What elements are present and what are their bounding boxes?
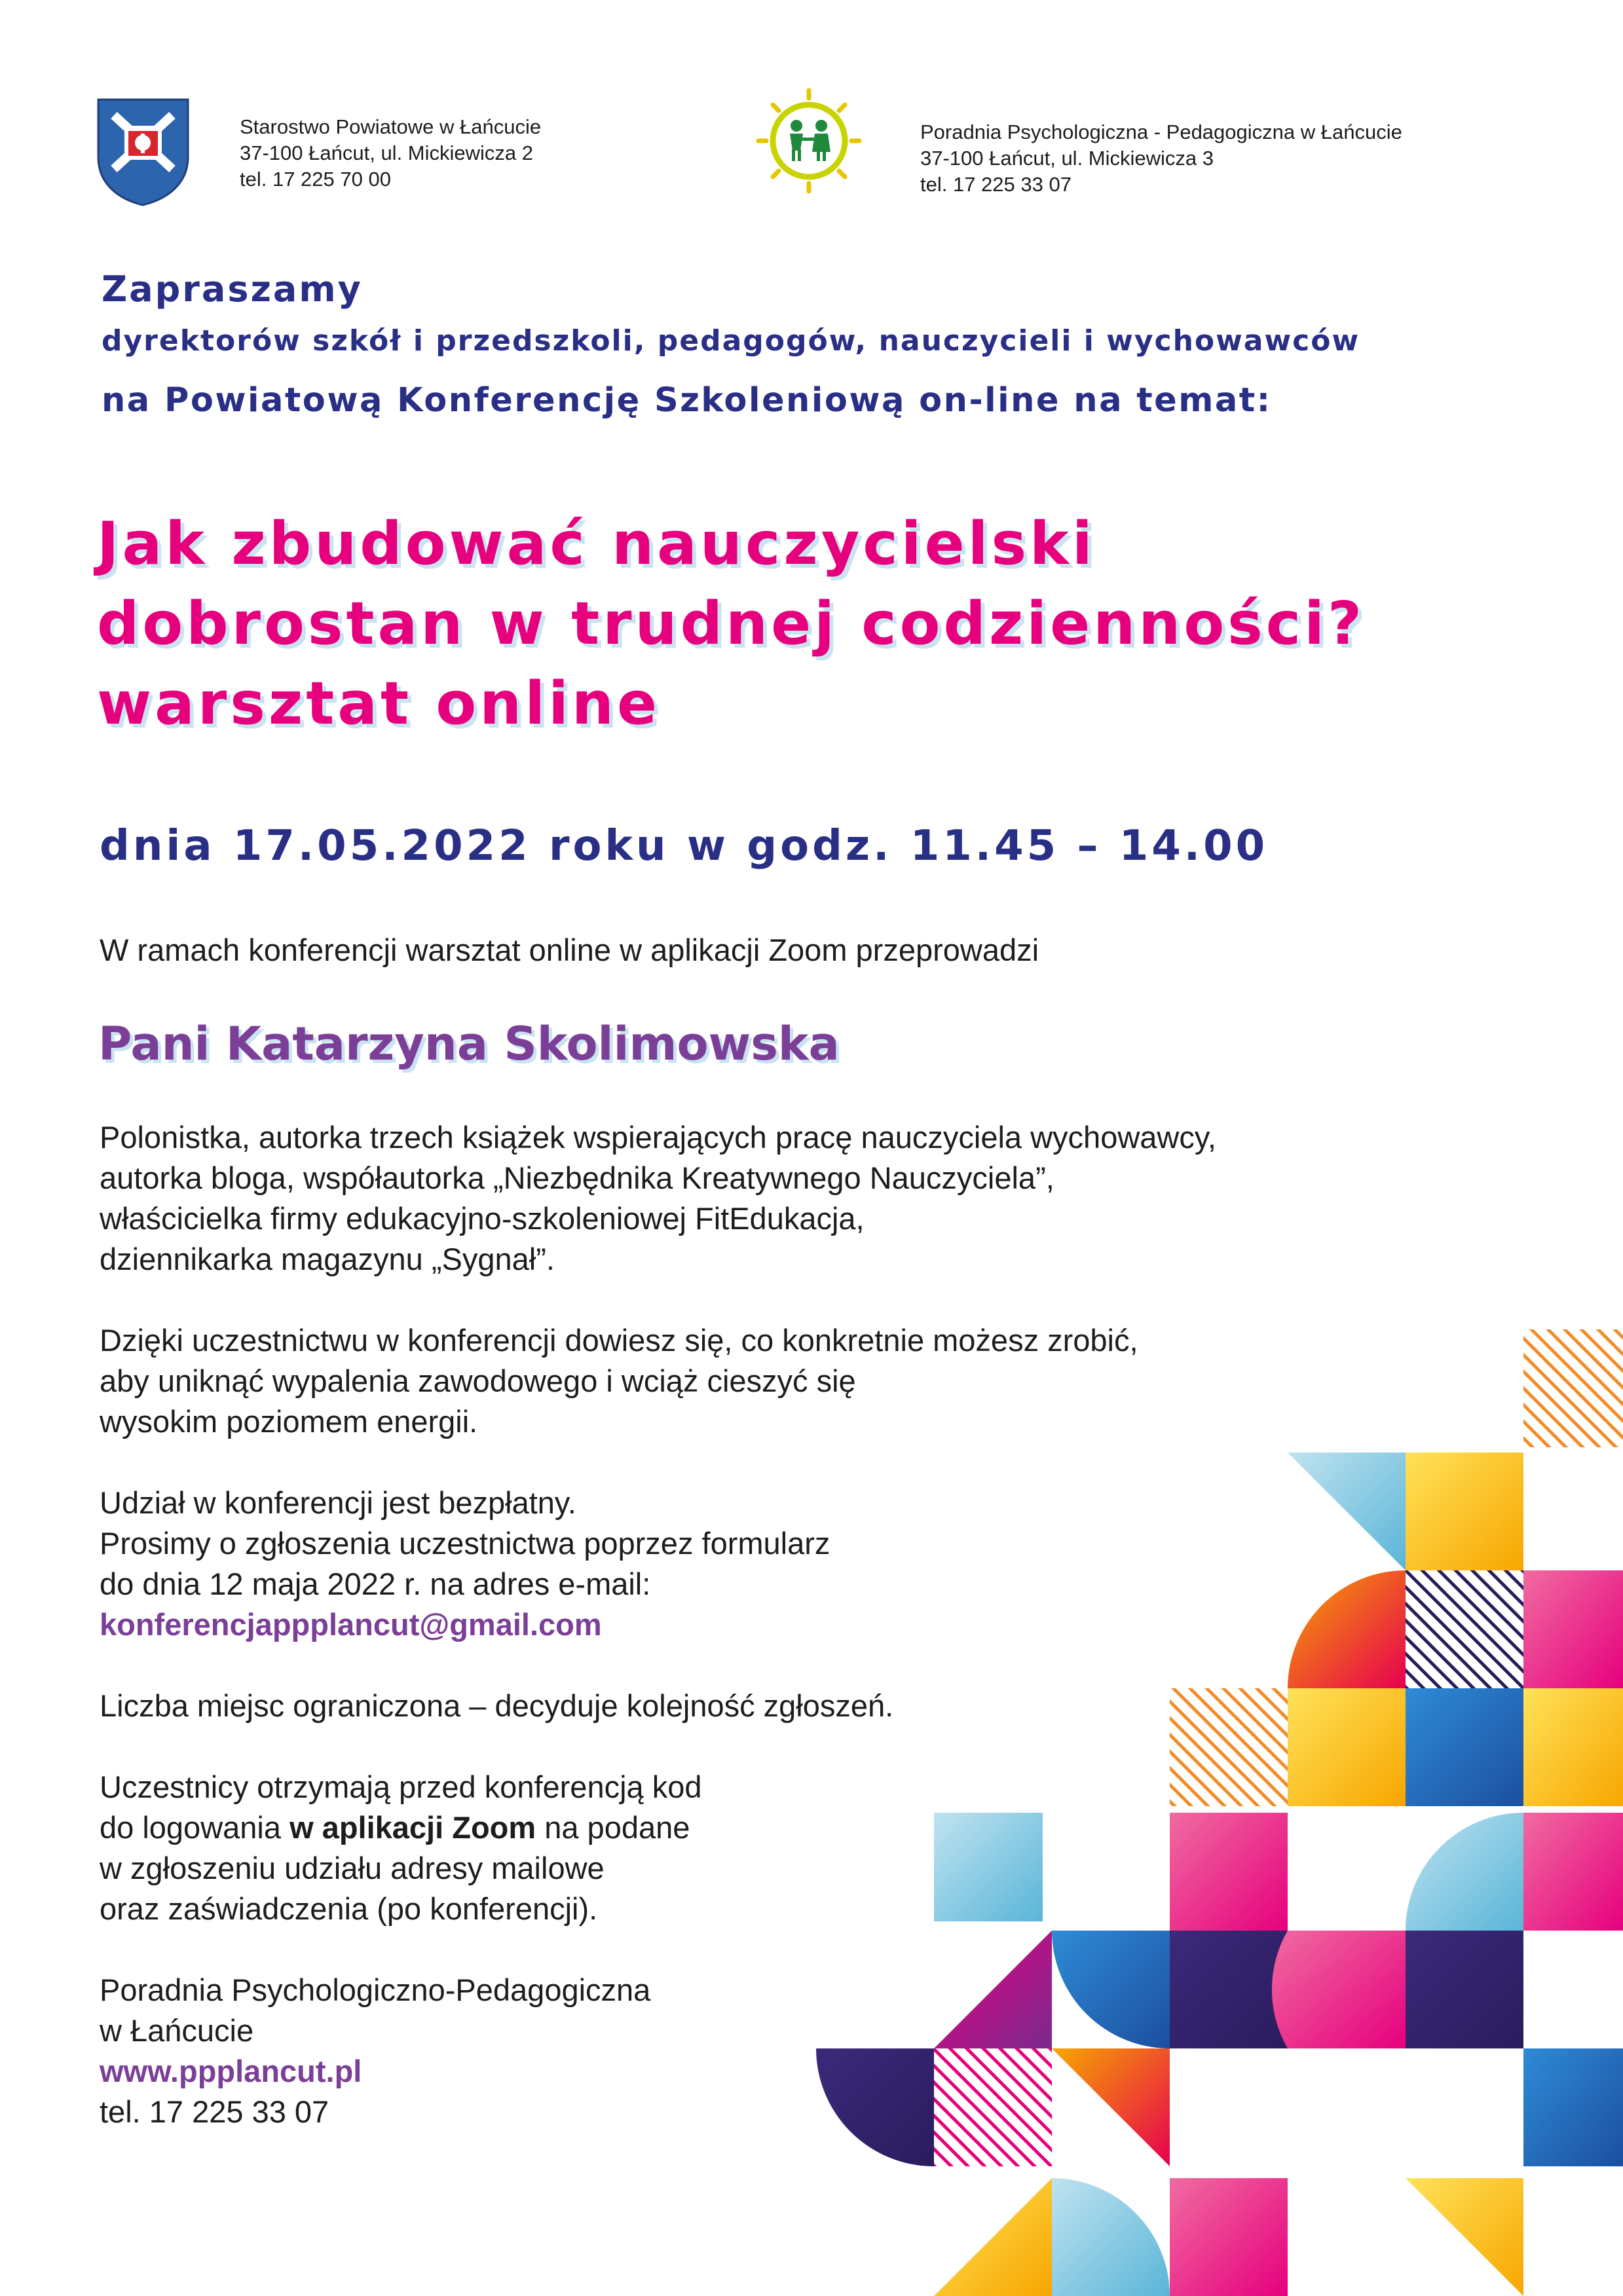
- bio-line: dziennikarka magazynu „Sygnał”.: [100, 1242, 555, 1276]
- zoom-app-emphasis: w aplikacji Zoom: [289, 1810, 536, 1845]
- zoom-line-4: oraz zaświadczenia (po konferencji).: [100, 1891, 598, 1926]
- invitation-line-1: Zapraszamy: [102, 268, 363, 310]
- county-office-info: [240, 114, 541, 193]
- zoom-line-3: w zgłoszeniu udziału adresy mailowe: [100, 1851, 605, 1885]
- title-line-1: Jak zbudować nauczycielski: [97, 509, 1096, 578]
- clinic-phone: tel. 17 225 33 07: [920, 173, 1072, 196]
- invitation-line-2: dyrektorów szkół i przedszkoli, pedagogów, nauczycieli i wychowawców: [102, 324, 1360, 358]
- registration-free: Udział w konferencji jest bezpłatny.: [100, 1485, 576, 1520]
- speaker-name: Pani Katarzyna Skolimowska: [98, 1017, 840, 1071]
- benefit-line: aby uniknąć wypalenia zawodowego i wciąż cieszyć się: [100, 1363, 856, 1398]
- bio-line: właścicielka firmy edukacyjno-szkoleniowej FitEdukacja,: [100, 1201, 865, 1236]
- bio-line: Polonistka, autorka trzech książek wspierających pracę nauczyciela wychowawcy,: [100, 1120, 1216, 1155]
- event-date: dnia 17.05.2022 roku w godz. 11.45 – 14.00: [100, 822, 1269, 870]
- clinic-address: 37-100 Łańcut, ul. Mickiewicza 3: [920, 147, 1214, 170]
- footer-org-line-1: Poradnia Psychologiczno-Pedagogiczna: [100, 1972, 651, 2007]
- title-line-2: dobrostan w trudnej codzienności?: [97, 589, 1366, 658]
- registration-deadline: do dnia 12 maja 2022 r. na adres e-mail:: [100, 1566, 651, 1601]
- clinic-logo-icon: [753, 85, 865, 196]
- footer-org-line-2: w Łańcucie: [100, 2013, 254, 2048]
- county-coat-of-arms-icon: [96, 97, 191, 207]
- registration-form: Prosimy o zgłoszenia uczestnictwa poprzez formularz: [100, 1526, 830, 1561]
- clinic-name: Poradnia Psychologiczna - Pedagogiczna w Łańcucie: [920, 120, 1402, 143]
- invitation-line-3: na Powiatową Konferencję Szkoleniową on-line na temat:: [102, 381, 1272, 420]
- zoom-line-1: Uczestnicy otrzymają przed konferencją kod: [100, 1769, 702, 1804]
- zoom-line-2: do logowania w aplikacji Zoom na podane: [100, 1810, 690, 1845]
- footer-phone: tel. 17 225 33 07: [100, 2094, 329, 2129]
- limited-line: Liczba miejsc ograniczona – decyduje kolejność zgłoszeń.: [100, 1688, 894, 1723]
- benefit-line: Dzięki uczestnictwu w konferencji dowiesz się, co konkretnie możesz zrobić,: [100, 1323, 1138, 1358]
- county-office-phone: tel. 17 225 70 00: [240, 168, 391, 191]
- speaker-bio: [100, 1117, 1216, 1280]
- bio-line: autorka bloga, współautorka „Niezbędnika Kreatywnego Nauczyciela”,: [100, 1160, 1054, 1195]
- clinic-info: [920, 119, 1402, 198]
- workshop-title: [97, 504, 1365, 744]
- intro-text: [100, 930, 1039, 971]
- website-link[interactable]: www.ppplancut.pl: [100, 2054, 362, 2088]
- decorative-geometric-pattern: [812, 1329, 1623, 2296]
- county-office-name: Starostwo Powiatowe w Łańcucie: [240, 115, 542, 138]
- county-office-address: 37-100 Łańcut, ul. Mickiewicza 2: [240, 141, 534, 164]
- title-line-3: warsztat online: [97, 669, 661, 738]
- benefit-line: wysokim poziomem energii.: [100, 1404, 478, 1439]
- intro-line: W ramach konferencji warsztat online w aplikacji Zoom przeprowadzi: [100, 933, 1039, 967]
- registration-email-link[interactable]: konferencjappplancut@gmail.com: [100, 1607, 602, 1642]
